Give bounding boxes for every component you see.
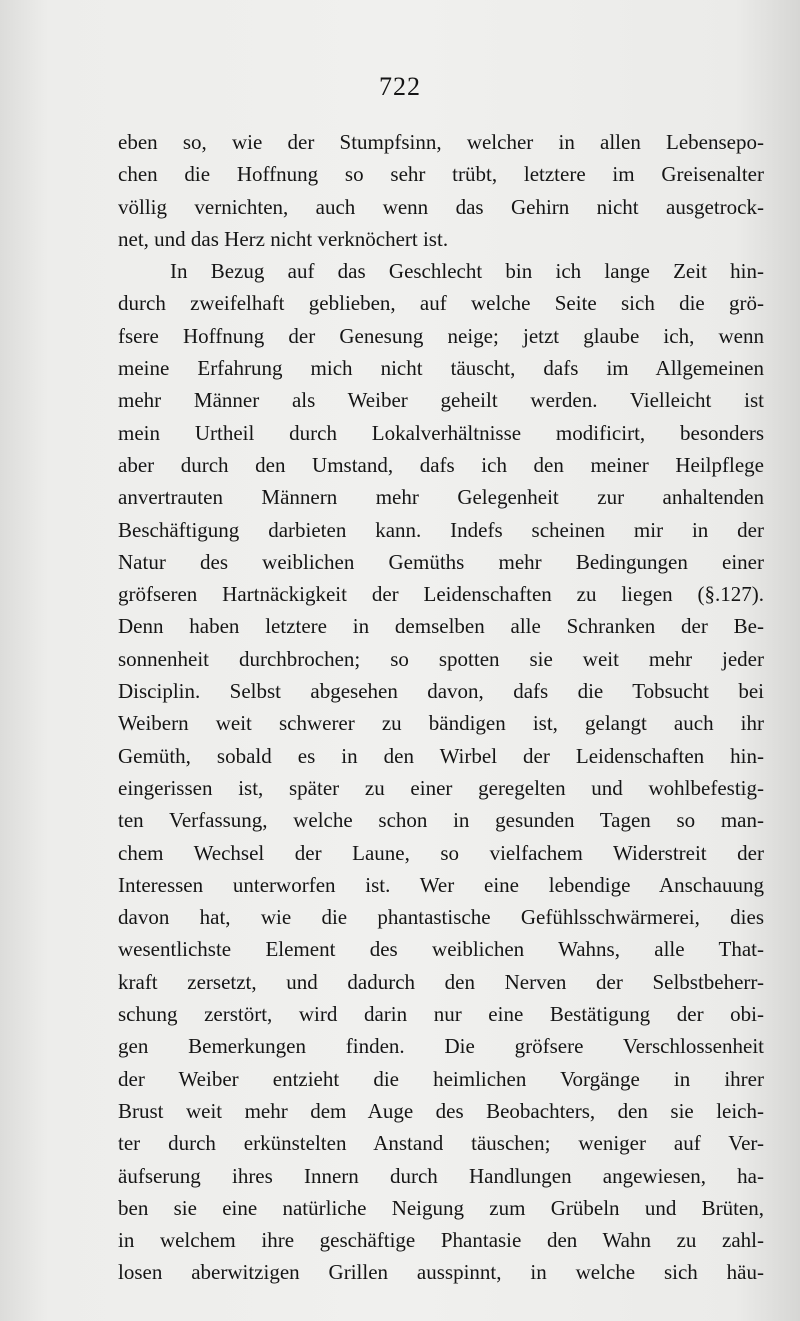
text-line: meine Erfahrung mich nicht täuscht, dafs im Allgemeinen [118, 356, 764, 381]
text-line: davon hat, wie die phantastische Gefühlsschwärmerei, dies [118, 905, 764, 930]
text-line: net, und das Herz nicht verknöchert ist. [118, 226, 449, 251]
text-line: ter durch erkünstelten Anstand täuschen; weniger auf Ver- [118, 1131, 764, 1156]
text-line: Disciplin. Selbst abgesehen davon, dafs die Tobsucht bei [118, 679, 764, 704]
text-line: anvertrauten Männern mehr Gelegenheit zur anhaltenden [118, 485, 764, 510]
text-line: Brust weit mehr dem Auge des Beobachters, den sie leich- [118, 1098, 764, 1123]
text-line: schung zerstört, wird darin nur eine Bestätigung der obi- [118, 1002, 764, 1027]
text-line: wesentlichste Element des weiblichen Wahns, alle That- [118, 937, 764, 962]
text-line: fsere Hoffnung der Genesung neige; jetzt glaube ich, wenn [118, 323, 764, 348]
text-line: gröfseren Hartnäckigkeit der Leidenschaften zu liegen (§.127). [118, 582, 764, 607]
text-line: ten Verfassung, welche schon in gesunden Tagen so man- [118, 808, 764, 833]
text-line: durch zweifelhaft geblieben, auf welche Seite sich die grö- [118, 291, 764, 316]
text-line: Interessen unterworfen ist. Wer eine lebendige Anschauung [118, 872, 764, 897]
text-line: Weibern weit schwerer zu bändigen ist, gelangt auch ihr [118, 711, 764, 736]
text-line: aber durch den Umstand, dafs ich den meiner Heilpflege [118, 452, 764, 477]
text-line: ben sie eine natürliche Neigung zum Grübeln und Brüten, [118, 1195, 764, 1220]
text-line: chen die Hoffnung so sehr trübt, letztere im Greisenalter [118, 162, 764, 187]
text-line: Natur des weiblichen Gemüths mehr Bedingungen einer [118, 549, 764, 574]
text-line: eingerissen ist, später zu einer geregelten und wohlbefestig- [118, 775, 764, 800]
text-line: in welchem ihre geschäftige Phantasie den Wahn zu zahl- [118, 1228, 764, 1253]
text-line: kraft zersetzt, und dadurch den Nerven der Selbstbeherr- [118, 969, 764, 994]
text-line: eben so, wie der Stumpfsinn, welcher in allen Lebensepo- [118, 130, 764, 154]
body-text [118, 126, 764, 1289]
text-line: Gemüth, sobald es in den Wirbel der Leidenschaften hin- [118, 743, 764, 768]
text-line: chem Wechsel der Laune, so vielfachem Widerstreit der [118, 840, 764, 865]
text-line: äufserung ihres Innern durch Handlungen angewiesen, ha- [118, 1163, 764, 1188]
text-line: sonnenheit durchbrochen; so spotten sie weit mehr jeder [118, 646, 764, 671]
page-number: 722 [379, 72, 421, 101]
text-line: In Bezug auf das Geschlecht bin ich lange Zeit hin- [170, 259, 764, 284]
text-line: gen Bemerkungen finden. Die gröfsere Verschlossenheit [118, 1034, 764, 1059]
text-line: mehr Männer als Weiber geheilt werden. Vielleicht ist [118, 388, 764, 413]
text-line: losen aberwitzigen Grillen ausspinnt, in welche sich häu- [118, 1260, 764, 1285]
text-line: völlig vernichten, auch wenn das Gehirn nicht ausgetrock- [118, 194, 764, 219]
text-line: mein Urtheil durch Lokalverhältnisse modificirt, besonders [118, 420, 764, 445]
text-line: der Weiber entzieht die heimlichen Vorgänge in ihrer [118, 1066, 764, 1091]
text-line: Beschäftigung darbieten kann. Indefs scheinen mir in der [118, 517, 764, 542]
text-line: Denn haben letztere in demselben alle Schranken der Be- [118, 614, 764, 639]
